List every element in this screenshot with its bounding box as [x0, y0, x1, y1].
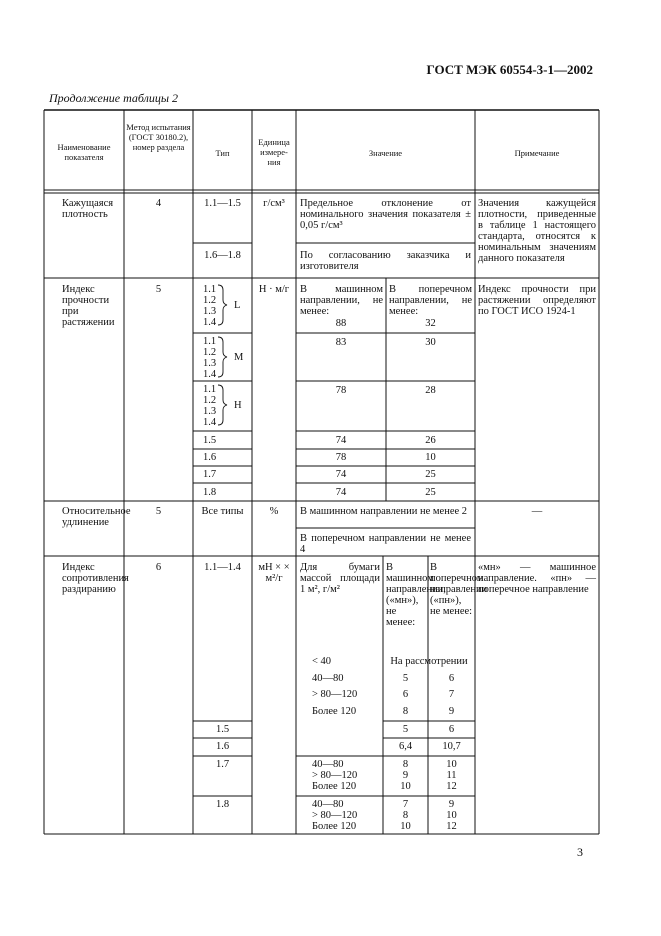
tear-md-value: 6: [402, 689, 409, 700]
tensile-unit: Н · м/г: [258, 284, 290, 295]
tensile-cd-header: В поперечном направлении, не менее:: [389, 284, 472, 317]
tensile-type-single: 1.7: [203, 469, 217, 480]
type-label: 1.3: [203, 306, 217, 317]
tensile-type-single: 1.6: [203, 452, 217, 463]
tear-md-value: 10: [400, 781, 411, 792]
tear-mass: > 80—120: [312, 689, 358, 700]
brace-H: [218, 385, 227, 425]
group-label-L: L: [234, 300, 241, 311]
type-label: 1.2: [203, 347, 217, 358]
col-header-value: Значение: [368, 148, 403, 158]
tear-cd-list: [428, 759, 475, 792]
elongation-value-1: В машинном направлении не менее 2: [300, 506, 468, 517]
tear-cd-value: 12: [446, 781, 457, 792]
type-label: 1.3: [203, 406, 217, 417]
tear-type: 1.7: [216, 759, 230, 770]
tensile-md-value: 74: [335, 469, 347, 480]
tear-type: 1.6: [216, 741, 230, 752]
tensile-type-single: 1.5: [203, 435, 217, 446]
tear-cd-value: 6: [448, 673, 455, 684]
tear-cd-value: 10: [446, 810, 457, 821]
elongation-note: —: [531, 506, 543, 517]
type-label: 1.2: [203, 295, 217, 306]
tensile-type-single: 1.8: [203, 487, 217, 498]
type-label: 1.4: [203, 317, 217, 328]
group-label-M: M: [234, 352, 244, 363]
elongation-value-2: В поперечном направлении не менее 4: [300, 533, 471, 555]
tear-cd-value: 6: [448, 724, 455, 735]
tear-mass-list: [312, 759, 357, 792]
tensile-cd-value: 25: [425, 487, 436, 498]
tear-md-value: 10: [400, 821, 411, 832]
tensile-md-value: 88: [335, 318, 347, 329]
tear-type: 1.5: [216, 724, 230, 735]
tensile-note: Индекс прочности при растяжении определяют по ГОСТ ИСО 1924-1: [478, 284, 596, 317]
elongation-type: Все типы: [201, 506, 244, 517]
density-value-1: Предельное отклонение от номинального значения показателя ± 0,05 г/см³: [300, 198, 471, 231]
tear-cd-value: 11: [446, 770, 457, 781]
tear-name: Индекс сопротивления раздиранию: [62, 562, 129, 595]
tear-mass: 40—80: [312, 759, 344, 770]
tear-md-header: В машинном направлении, («мн»), не менее:: [386, 562, 446, 628]
tear-cd-value: 9: [448, 799, 455, 810]
group-label-H: H: [234, 400, 242, 411]
tensile-md-value: 83: [335, 337, 347, 348]
tensile-name: Индекс прочности при растяжении: [62, 284, 115, 328]
tear-mass-list: [312, 799, 357, 832]
tear-cd-value: 10: [446, 759, 457, 770]
type-label: 1.4: [203, 417, 217, 428]
tensile-md-value: 74: [335, 487, 347, 498]
tear-md-value: 5: [402, 673, 409, 684]
tear-cd-value: 9: [448, 706, 455, 717]
density-type-1: 1.1—1.5: [204, 198, 241, 209]
tear-mass: 40—80: [312, 799, 344, 810]
elongation-unit: %: [269, 506, 279, 517]
tear-mass: Более 120: [312, 706, 357, 717]
brace-M: [218, 337, 227, 377]
tear-under-review: На рассмотрении: [390, 656, 468, 667]
type-label: 1.4: [203, 369, 217, 380]
type-label: 1.1: [203, 384, 217, 395]
type-label: 1.2: [203, 395, 217, 406]
tear-mass: 40—80: [312, 673, 344, 684]
tensile-cd-value: 26: [425, 435, 436, 446]
col-header-type: Тип: [215, 148, 230, 158]
tear-md-value: 8: [402, 759, 409, 770]
density-value-2: По согласованию заказчика и изготовителя: [300, 250, 471, 272]
tear-cd-value: 7: [448, 689, 455, 700]
density-unit: г/см³: [263, 198, 285, 209]
tear-method: 6: [155, 562, 162, 573]
tear-mass: Более 120: [312, 821, 357, 832]
density-type-2: 1.6—1.8: [204, 250, 241, 261]
tear-type-1: 1.1—1.4: [204, 562, 241, 573]
col-header-unit: Единица измере-ния: [258, 137, 290, 167]
tear-cd-list: [428, 799, 475, 832]
tensile-md-value: 78: [335, 452, 347, 463]
tear-mass: > 80—120: [312, 810, 358, 821]
tensile-cd-value: 25: [425, 469, 436, 480]
tear-mass-header: Для бумаги массой площади 1 м², г/м²: [300, 562, 380, 595]
tensile-type-list: [203, 336, 216, 380]
tear-note: «мн» — машинное направление. «пн» — поперечное направление: [478, 562, 596, 595]
col-header-name: Наименование показателя: [57, 142, 111, 162]
tensile-cd-value: 32: [425, 318, 436, 329]
tear-mass: < 40: [312, 656, 332, 667]
density-name: Кажущаяся плотность: [62, 198, 114, 220]
tear-md-value: 5: [402, 724, 409, 735]
type-label: 1.1: [203, 336, 217, 347]
type-label: 1.1: [203, 284, 217, 295]
tear-cd-value: 12: [446, 821, 457, 832]
col-header-note: Примечание: [514, 148, 560, 158]
tear-md-value: 7: [402, 799, 409, 810]
tensile-type-list: [203, 284, 216, 328]
tear-type: 1.8: [216, 799, 230, 810]
tensile-cd-value: 10: [425, 452, 436, 463]
tear-md-value: 9: [402, 770, 409, 781]
elongation-name: Относительное удлинение: [62, 506, 131, 528]
tear-cd-value: 10,7: [442, 741, 461, 752]
density-note: Значения кажущейся плотности, приведенные в таблице 1 настоящего стандарта, относятся к номинальным значениям данного показателя: [478, 198, 596, 264]
col-header-method: Метод испытания (ГОСТ 30180.2), номер раздела: [126, 122, 191, 152]
tear-md-value: 8: [402, 810, 409, 821]
tensile-cd-value: 28: [425, 385, 436, 396]
elongation-method: 5: [155, 506, 162, 517]
tear-md-value: 6,4: [398, 741, 413, 752]
tear-mass: > 80—120: [312, 770, 358, 781]
density-method: 4: [155, 198, 162, 209]
document-code: ГОСТ МЭК 60554-3-1—2002: [426, 62, 593, 77]
tear-md-value: 8: [402, 706, 409, 717]
page-number: 3: [577, 845, 583, 859]
type-label: 1.3: [203, 358, 217, 369]
tensile-cd-value: 30: [425, 337, 436, 348]
brace-L: [218, 285, 227, 325]
tensile-md-value: 74: [335, 435, 347, 446]
tensile-method: 5: [155, 284, 162, 295]
tear-md-list: [383, 759, 428, 792]
tensile-md-value: 78: [335, 385, 347, 396]
tensile-type-list: [203, 384, 216, 428]
tear-md-list: [383, 799, 428, 832]
table-continuation-caption: Продолжение таблицы 2: [49, 91, 179, 105]
tensile-md-header: В машинном направлении, не менее:: [300, 284, 383, 317]
tear-unit: мН × × м²/г: [258, 562, 290, 584]
tear-mass: Более 120: [312, 781, 357, 792]
tear-cd-header: В поперечном направлении («пн»), не менее:: [430, 562, 488, 617]
